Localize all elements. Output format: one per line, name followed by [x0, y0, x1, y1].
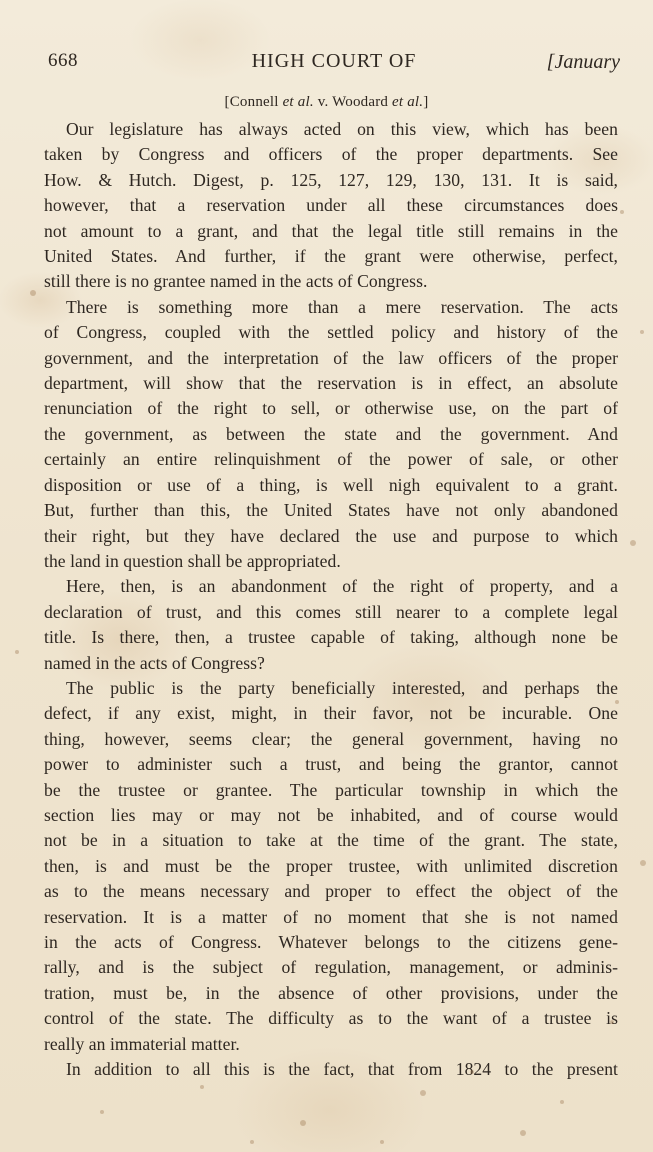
- foxing-speck: [620, 210, 624, 214]
- case-reference: [0, 94, 653, 111]
- foxing-speck: [30, 290, 36, 296]
- text-line: How. & Hutch. Digest, p. 125, 127, 129, 130, 131. It is said,: [44, 169, 618, 190]
- running-month: [January: [546, 51, 620, 73]
- body-text: [44, 117, 618, 1082]
- case-reference-close: ]: [423, 94, 429, 110]
- text-line: the government, as between the state and the government. And: [44, 423, 618, 444]
- running-header: [48, 50, 620, 80]
- text-line: Our legislature has always acted on this view, which has been: [66, 119, 618, 139]
- text-line: really an immaterial matter.: [44, 1033, 240, 1054]
- text-line: of Congress, coupled with the settled policy and history of the: [44, 322, 618, 343]
- foxing-speck: [640, 330, 644, 334]
- paragraph: [44, 117, 618, 295]
- text-line: power to administer such a trust, and being the grantor, cannot: [44, 754, 618, 775]
- text-line: rally, and is the subject of regulation, management, or adminis-: [44, 957, 618, 978]
- foxing-speck: [470, 1070, 474, 1074]
- text-line: as to the means necessary and proper to effect the object of the: [44, 881, 618, 902]
- paragraph: [44, 295, 618, 574]
- text-line: their right, but they have declared the use and purpose to which: [44, 525, 618, 546]
- text-line: title. Is there, then, a trustee capable of taking, although none be: [44, 627, 618, 648]
- case-reference-open: [Connell: [224, 94, 283, 110]
- text-line: taken by Congress and officers of the proper departments. See: [44, 144, 618, 165]
- foxing-speck: [560, 1100, 564, 1104]
- foxing-speck: [300, 1120, 306, 1126]
- text-line: however, that a reservation under all these circumstances does: [44, 195, 618, 216]
- text-line: reservation. It is a matter of no moment that she is not named: [44, 906, 618, 927]
- text-line: thing, however, seems clear; the general government, having no: [44, 728, 618, 749]
- text-line: renunciation of the right to sell, or otherwise use, on the part of: [44, 398, 618, 419]
- text-line: Here, then, is an abandonment of the right of property, and a: [66, 576, 618, 597]
- text-line: The public is the party beneficially interested, and perhaps the: [66, 677, 618, 698]
- text-line: tration, must be, in the absence of other provisions, under the: [44, 982, 618, 1003]
- text-line: defect, if any exist, might, in their favor, not be incurable. One: [44, 703, 618, 724]
- foxing-speck: [610, 1020, 614, 1024]
- text-line: department, will show that the reservation is in effect, an absolute: [44, 373, 618, 394]
- foxing-speck: [420, 1090, 426, 1096]
- foxing-speck: [100, 1110, 104, 1114]
- text-line: not be in a situation to take at the time of the grant. The state,: [44, 830, 618, 851]
- paragraph: [44, 574, 618, 676]
- text-line: in the acts of Congress. Whatever belongs to the citizens gene-: [44, 932, 618, 952]
- text-line: control of the state. The difficulty as to the want of a trustee is: [44, 1008, 618, 1029]
- text-line: still there is no grantee named in the acts of Congress.: [44, 271, 428, 292]
- foxing-speck: [640, 860, 646, 866]
- text-line: then, is and must be the proper trustee, with unlimited discretion: [44, 855, 618, 876]
- text-line: not amount to a grant, and that the legal title still remains in the: [44, 220, 618, 241]
- text-line: the land in question shall be appropriated.: [44, 550, 341, 571]
- text-line: be the trustee or grantee. The particular township in which the: [44, 779, 618, 800]
- foxing-speck: [200, 1085, 204, 1089]
- text-line: But, further than this, the United States have not only abandoned: [44, 500, 618, 521]
- text-line: named in the acts of Congress?: [44, 652, 265, 673]
- foxing-speck: [630, 540, 636, 546]
- text-line: certainly an entire relinquishment of the power of sale, or other: [44, 449, 618, 470]
- case-reference-versus: v. Woodard: [313, 94, 393, 110]
- text-line: United States. And further, if the grant were otherwise, perfect,: [44, 246, 618, 267]
- foxing-speck: [380, 1140, 384, 1144]
- text-line: government, and the interpretation of the law officers of the proper: [44, 347, 618, 368]
- paragraph: [44, 1057, 618, 1082]
- text-line: disposition or use of a thing, is well nigh equivalent to a grant.: [44, 474, 618, 495]
- case-reference-et-al-first: et al.: [282, 94, 314, 110]
- running-title: HIGH COURT OF: [251, 50, 417, 72]
- text-line: In addition to all this is the fact, that from 1824 to the present: [66, 1059, 618, 1080]
- text-line: There is something more than a mere reservation. The acts: [66, 296, 618, 317]
- foxing-speck: [250, 1140, 254, 1144]
- paragraph: [44, 676, 618, 1057]
- foxing-speck: [600, 480, 604, 484]
- page-number: 668: [48, 50, 78, 71]
- case-reference-et-al-second: et al.: [392, 94, 424, 110]
- text-line: declaration of trust, and this comes still nearer to a complete legal: [44, 601, 618, 622]
- foxing-speck: [15, 650, 19, 654]
- text-line: section lies may or may not be inhabited, and of course would: [44, 804, 618, 825]
- foxing-speck: [615, 700, 619, 704]
- foxing-speck: [520, 1130, 526, 1136]
